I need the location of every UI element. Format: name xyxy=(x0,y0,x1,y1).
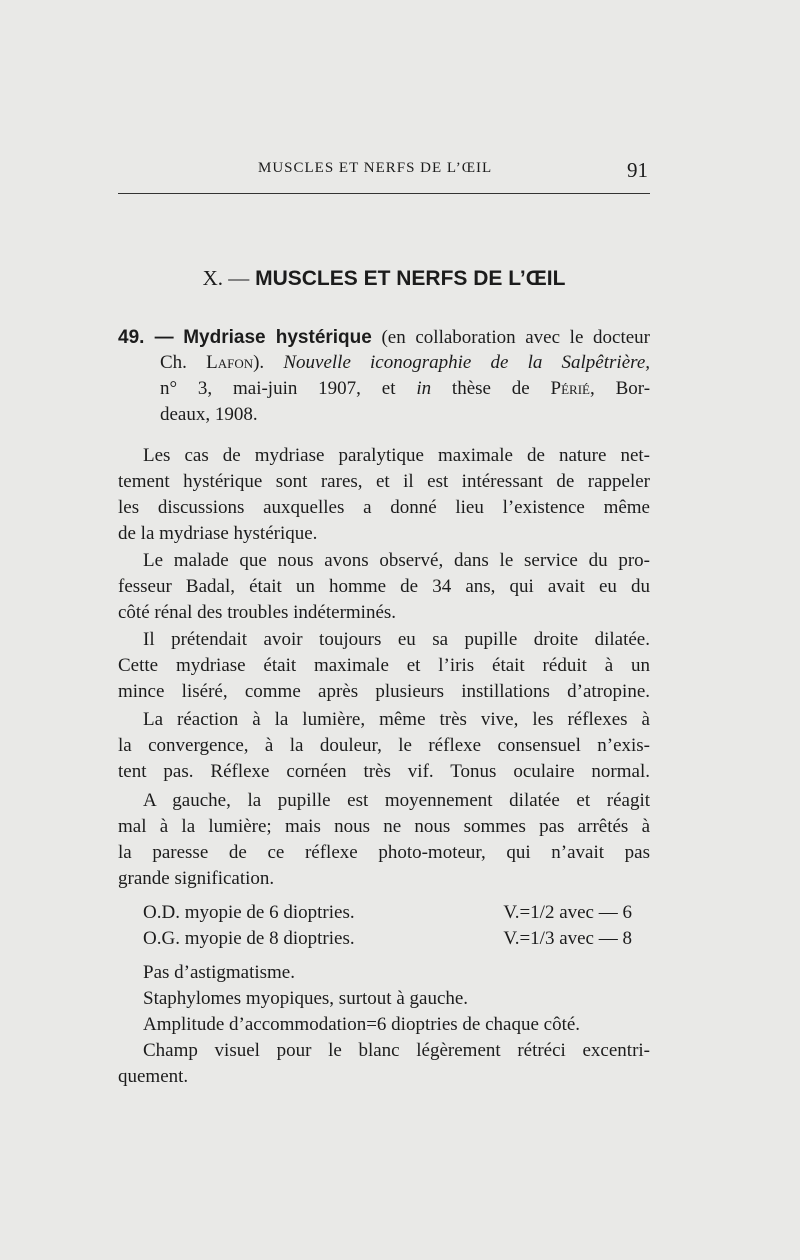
entry-line-4: deaux, 1908. xyxy=(160,404,258,425)
section-heading xyxy=(118,266,650,291)
tail-line: Staphylomes myopiques, surtout à gauche. xyxy=(143,988,469,1009)
author-perie: Périé xyxy=(550,378,590,399)
findings-row xyxy=(143,927,650,951)
section-title: MUSCLES ET NERFS DE L’ŒIL xyxy=(255,267,566,290)
tail-line: Amplitude d’accommodation=6 dioptries de chaque côté. xyxy=(143,1014,581,1035)
entry-l2-c: ). xyxy=(253,352,265,373)
journal-title: Nouvelle iconographie de la Salpêtrière, xyxy=(283,352,650,373)
body-line: tement hystérique sont rares, et il est intéressant de rappeler xyxy=(118,471,650,492)
entry-l3-a: n° 3, mai-juin 1907, et xyxy=(160,378,396,399)
tail-line: quement. xyxy=(118,1066,189,1087)
entry-line-2 xyxy=(160,351,650,375)
findings-left: O.G. myopie de 8 dioptries. xyxy=(143,928,355,949)
body-line: les discussions auxquelles a donné lieu l’existence même xyxy=(118,497,650,518)
author-lafon: Lafon xyxy=(206,352,254,373)
page-number: 91 xyxy=(627,158,648,182)
entry-line-1-rest: (en collaboration avec le docteur xyxy=(381,327,650,348)
body-line: de la mydriase hystérique. xyxy=(118,523,318,544)
header-rule xyxy=(118,193,650,194)
entry-line-1 xyxy=(118,326,650,350)
entry-title: Mydriase hystérique xyxy=(183,327,372,348)
entry-l3-in: in xyxy=(416,378,432,399)
findings-row xyxy=(143,901,650,925)
tail-line: Champ visuel pour le blanc légèrement rétréci excentri- xyxy=(143,1040,650,1061)
findings-left: O.D. myopie de 6 dioptries. xyxy=(143,902,355,923)
entry-l3-c: thèse de xyxy=(451,378,530,399)
findings-right: V.=1/3 avec — 8 xyxy=(503,928,632,949)
body-line: mince liséré, comme après plusieurs instillations d’atropine. xyxy=(118,681,650,702)
body-line: tent pas. Réflexe cornéen très vif. Tonus oculaire normal. xyxy=(118,761,650,782)
body-line: grande signification. xyxy=(118,868,275,889)
body-line: la convergence, à la douleur, le réflexe consensuel n’exis- xyxy=(118,735,650,756)
body-line: Cette mydriase était maximale et l’iris était réduit à un xyxy=(118,655,650,676)
body-line: côté rénal des troubles indéterminés. xyxy=(118,602,397,623)
body-line: fesseur Badal, était un homme de 34 ans, qui avait eu du xyxy=(118,576,650,597)
entry-l3-e: , Bor- xyxy=(590,378,651,399)
running-head xyxy=(118,158,650,182)
section-numeral: X. — xyxy=(202,266,250,290)
entry-line-3 xyxy=(160,377,650,401)
body-line: La réaction à la lumière, même très vive, les réflexes à xyxy=(143,709,650,730)
findings-right: V.=1/2 avec — 6 xyxy=(503,902,632,923)
entry-l2-a: Ch. xyxy=(160,352,187,373)
body-line: la paresse de ce réflexe photo-moteur, qui n’avait pas xyxy=(118,842,650,863)
running-head-title: MUSCLES ET NERFS DE L’ŒIL xyxy=(258,160,493,176)
body-line: Les cas de mydriase paralytique maximale de nature net- xyxy=(143,445,650,466)
body-line: A gauche, la pupille est moyennement dilatée et réagit xyxy=(143,790,650,811)
body-line: Il prétendait avoir toujours eu sa pupille droite dilatée. xyxy=(143,629,650,650)
body-line: mal à la lumière; mais nous ne nous sommes pas arrêtés à xyxy=(118,816,650,837)
body-line: Le malade que nous avons observé, dans le service du pro- xyxy=(143,550,650,571)
entry-number: 49. — xyxy=(118,327,174,348)
tail-line: Pas d’astigmatisme. xyxy=(143,962,295,983)
